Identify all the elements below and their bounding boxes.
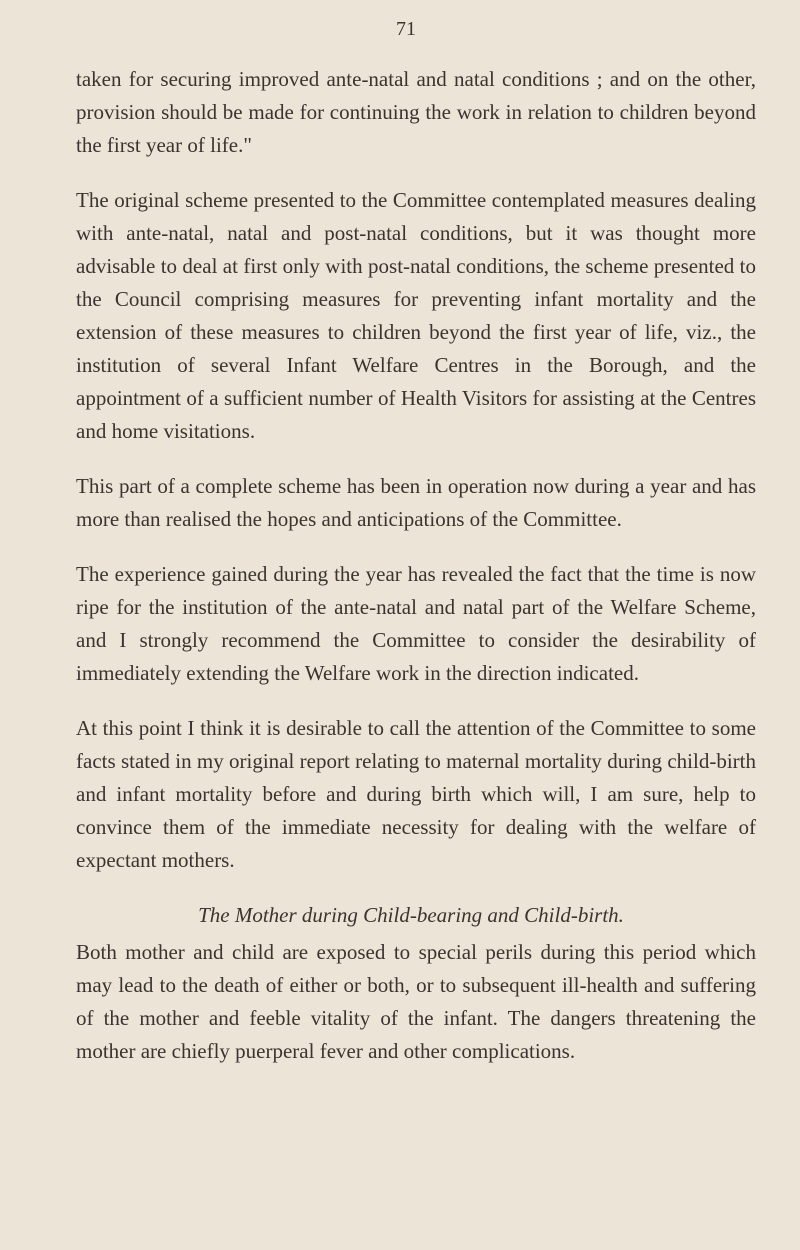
paragraph-continuation: taken for securing improved ante-natal and natal conditions ; and on the other, provision should be made for continuing the work in relation to children beyond the first year of life." (76, 67, 756, 157)
page-number: 71 (396, 18, 416, 40)
paragraph-maternal-mortality: At this point I think it is desirable to call the attention of the Committee to some facts stated in my original report relating to maternal mortality during child-birth and infant mortality before and during birth which will, I am sure, help to convince them of the immediate necessity for dealing with the welfare of expectant mothers. (76, 716, 756, 872)
paragraph-experience-gained: The experience gained during the year has revealed the fact that the time is now ripe for the institution of the ante-natal and natal part of the Welfare Scheme, and I strongly recommend the Committee to consider the desirability of immediately extending the Welfare work in the direction indicated. (76, 562, 756, 685)
section-heading: The Mother during Child-bearing and Child-birth. (198, 903, 624, 927)
paragraph-scheme-operation: This part of a complete scheme has been in operation now during a year and has more than realised the hopes and anticipations of the Committee. (76, 474, 756, 531)
paragraph-original-scheme: The original scheme presented to the Committee contemplated measures dealing with ante-natal, natal and post-natal conditions, but it was thought more advisable to deal at first only with post-natal conditions, the scheme presented to the Council comprising measures for preventing infant mortality and the extension of these measures to children beyond the first year of life, viz., the institution of several Infant Welfare Centres in the Borough, and the appointment of a sufficient number of Health Visitors for assisting at the Centres and home visitations. (76, 188, 756, 443)
paragraph-mother-child-perils: Both mother and child are exposed to special perils during this period which may lead to the death of either or both, or to subsequent ill-health and suffering of the mother and feeble vitality of the infant. The dangers threatening the mother are chiefly puerperal fever and other complications. (76, 940, 756, 1063)
